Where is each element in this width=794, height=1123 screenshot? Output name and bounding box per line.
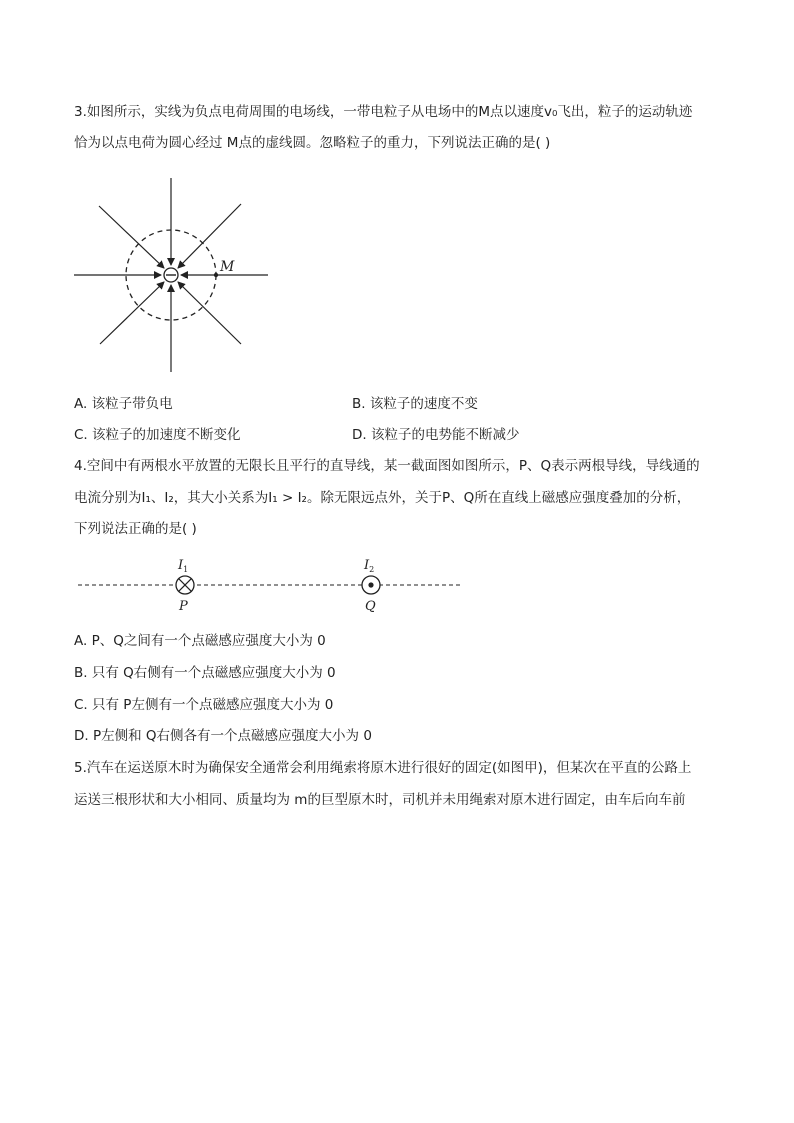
point-m-dot xyxy=(214,273,218,277)
field-line-top-left xyxy=(99,206,164,268)
label-q: Q xyxy=(365,599,376,614)
q4-text-line-2: 电流分别为I₁、I₂，其大小关系为I₁ > I₂。除无限远点外，关于P、Q所在直线上磁感应强度叠加的分析， xyxy=(74,490,691,506)
q3-electric-field-figure xyxy=(70,175,275,375)
q4-option-c[interactable]: C. 只有 P左侧有一个点磁感应强度大小为 0 xyxy=(74,697,334,713)
q4-option-b[interactable]: B. 只有 Q右侧有一个点磁感应强度大小为 0 xyxy=(74,665,336,681)
label-p: P xyxy=(179,599,188,614)
q4-option-a[interactable]: A. P、Q之间有一个点磁感应强度大小为 0 xyxy=(74,633,326,649)
q3-option-d[interactable]: D. 该粒子的电势能不断减少 xyxy=(352,427,520,443)
q5-text-line-1: 5.汽车在运送原木时为确保安全通常会利用绳索将原木进行很好的固定(如图甲)，但某次在平直的公路上 xyxy=(74,760,692,776)
label-i1: $I_1$ xyxy=(178,558,189,574)
q4-text-line-3: 下列说法正确的是( ) xyxy=(74,521,197,537)
label-i2: $I_2$ xyxy=(364,558,375,574)
q4-text-line-1: 4.空间中有两根水平放置的无限长且平行的直导线，某一截面图如图所示，P、Q表示两根导线，导线通的 xyxy=(74,458,700,474)
q5-text-line-2: 运送三根形状和大小相同、质量均为 m的巨型原木时，司机并未用绳索对原木进行固定，由车后向车前 xyxy=(74,792,686,808)
q4-option-d[interactable]: D. P左侧和 Q右侧各有一个点磁感应强度大小为 0 xyxy=(74,728,372,744)
field-line-bottom-right xyxy=(178,282,241,344)
q4-wires-figure xyxy=(74,552,464,617)
negative-charge-icon xyxy=(164,268,178,282)
q3-text-line-1: 3.如图所示，实线为负点电荷周围的电场线，一带电粒子从电场中的M点以速度v₀飞出，粒子的运动轨迹 xyxy=(74,104,693,120)
q3-option-c[interactable]: C. 该粒子的加速度不断变化 xyxy=(74,427,241,443)
field-line-bottom-left xyxy=(100,282,164,344)
wire-p-into-page-icon xyxy=(176,576,194,594)
point-m-label: M xyxy=(220,259,235,275)
q3-option-b[interactable]: B. 该粒子的速度不变 xyxy=(352,396,478,412)
q3-text-line-2: 恰为以点电荷为圆心经过 M点的虚线圆。忽略粒子的重力，下列说法正确的是( ) xyxy=(74,135,551,151)
q3-option-a[interactable]: A. 该粒子带负电 xyxy=(74,396,173,412)
wire-q-out-of-page-icon xyxy=(362,576,380,594)
